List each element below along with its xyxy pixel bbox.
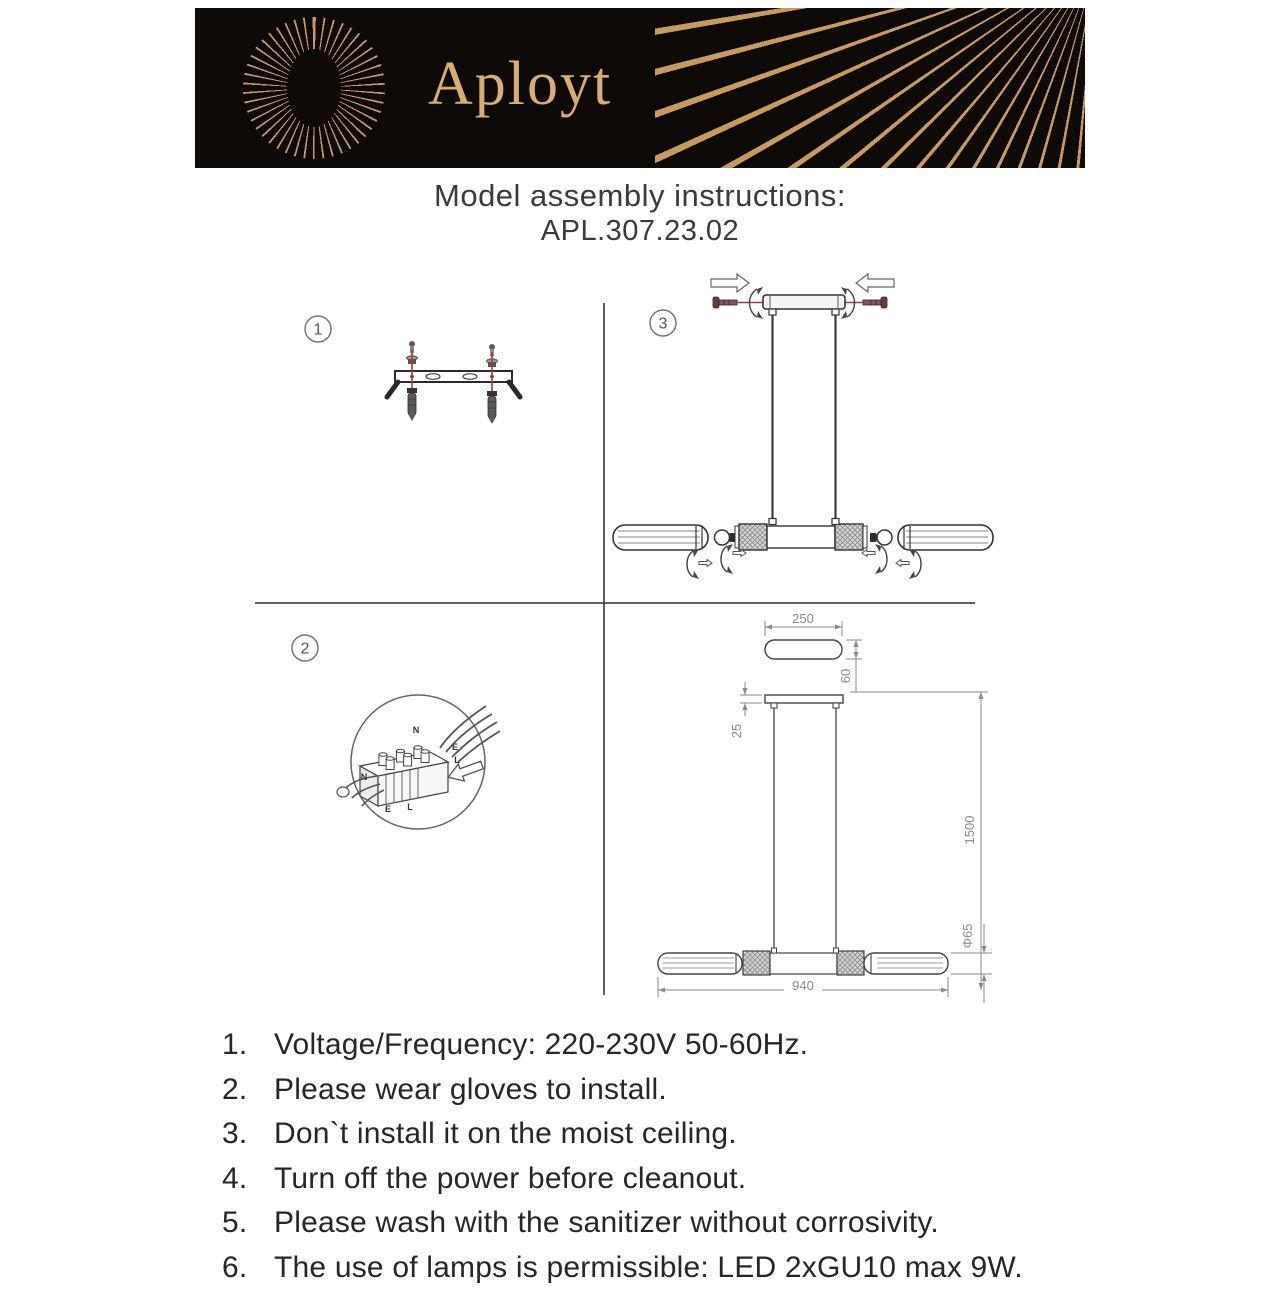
rotate-arrow-icon xyxy=(687,549,712,579)
step3-number: 3 xyxy=(658,315,668,333)
instruction-number: 2. xyxy=(222,1072,248,1106)
step3-lamp-exploded-drawing xyxy=(613,519,993,580)
dim-tube-diameter: Φ65 xyxy=(960,923,975,949)
lamp-bar-side-view xyxy=(658,948,948,975)
instruction-item xyxy=(222,1028,1122,1073)
gu10-bulb-left xyxy=(715,530,737,545)
step3-badge xyxy=(650,310,676,336)
instruction-list xyxy=(222,1028,1122,1296)
step1-badge xyxy=(305,316,331,342)
wire-label-n: N xyxy=(360,772,368,782)
instruction-text: Don`t install it on the moist ceiling. xyxy=(274,1117,737,1151)
wire-label-l: L xyxy=(454,755,460,765)
page-title: Model assembly instructions: xyxy=(434,178,846,213)
instruction-text: The use of lamps is permissible: LED 2xGU10 max 9W. xyxy=(274,1250,1023,1284)
step3-canopy-drawing xyxy=(711,274,894,524)
instruction-number: 6. xyxy=(222,1250,248,1284)
dim-canopy-height: 25 xyxy=(729,723,744,739)
dim-suspension-drop: 1500 xyxy=(962,815,977,845)
diffuser-tube-left xyxy=(613,525,708,550)
diffuser-tube-right xyxy=(898,525,993,550)
model-number: APL.307.23.02 xyxy=(540,215,740,247)
instruction-number: 4. xyxy=(222,1161,248,1195)
instruction-text: Turn off the power before cleanout. xyxy=(274,1161,747,1195)
push-arrow-left-icon xyxy=(711,274,749,292)
insert-arrow-icon xyxy=(445,757,485,786)
instruction-number: 3. xyxy=(222,1117,248,1151)
gu10-bulb-right xyxy=(870,530,892,545)
wire-label-e: E xyxy=(384,804,392,814)
instruction-number: 1. xyxy=(222,1028,248,1061)
instruction-number: 5. xyxy=(222,1206,248,1240)
wire-label-l: L xyxy=(407,802,413,812)
instruction-item xyxy=(222,1206,1122,1251)
dim-canopy-width: 60 xyxy=(838,668,853,684)
wire-label-e: E xyxy=(451,742,459,752)
instruction-item xyxy=(222,1162,1122,1207)
instruction-text: Please wear gloves to install. xyxy=(274,1072,667,1106)
step1-number: 1 xyxy=(313,321,323,339)
wall-anchor-left xyxy=(407,388,417,421)
lamp-central-body xyxy=(735,519,867,551)
section-dividers xyxy=(255,303,975,995)
step2-badge xyxy=(292,635,318,661)
step2-number: 2 xyxy=(300,640,310,658)
step1-bracket-drawing xyxy=(387,341,520,424)
dim-bar-length: 940 xyxy=(792,978,814,993)
instruction-text: Please wash with the sanitizer without corrosivity. xyxy=(274,1206,939,1240)
dim-canopy-length: 250 xyxy=(792,611,814,626)
push-arrow-right-icon xyxy=(856,274,894,292)
dimension-drawing xyxy=(658,611,992,1003)
instruction-item xyxy=(222,1251,1122,1296)
rotate-arrow-icon xyxy=(896,549,921,579)
instruction-item xyxy=(222,1073,1122,1118)
step2-wiring-drawing xyxy=(337,695,500,829)
wire-label-n: N xyxy=(412,725,420,735)
instruction-item xyxy=(222,1117,1122,1162)
wall-anchor-right xyxy=(487,391,497,424)
brand-name: Aployt xyxy=(428,49,613,118)
instruction-text: Voltage/Frequency: 220-230V 50-60Hz. xyxy=(274,1028,809,1061)
